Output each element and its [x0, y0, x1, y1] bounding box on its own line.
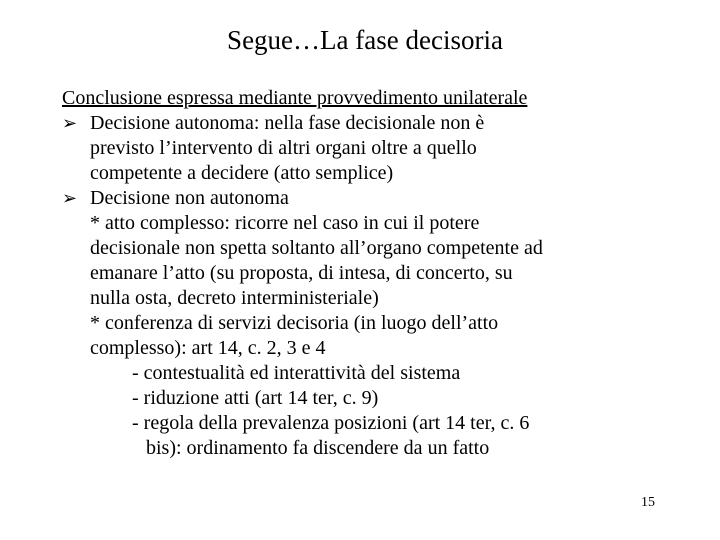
bullet-decisione-non-autonoma — [62, 186, 702, 211]
bullet-text-line: Decisione autonoma: nella fase decisionale non è — [90, 112, 485, 134]
atto-complesso-paragraph — [62, 211, 702, 311]
paragraph-line: complesso): art 14, c. 2, 3 e 4 — [90, 337, 326, 359]
sub-item-continuation: bis): ordinamento fa discendere da un fatto — [146, 437, 490, 459]
bullet-decisione-autonoma — [62, 111, 702, 186]
arrow-bullet-icon: ➢ — [62, 113, 78, 134]
sub-item-list — [62, 361, 702, 436]
sub-item: - riduzione atti (art 14 ter, c. 9) — [132, 387, 379, 409]
paragraph-line: emanare l’atto (su proposta, di intesa, di concerto, su — [90, 262, 513, 284]
paragraph-line: * conferenza di servizi decisoria (in luogo dell’atto — [90, 312, 499, 334]
sub-item: - regola della prevalenza posizioni (art 14 ter, c. 6 — [132, 412, 530, 434]
slide-content — [62, 86, 702, 461]
paragraph-line: decisionale non spetta soltanto all’organo competente ad — [90, 237, 543, 259]
bullet-text-line: competente a decidere (atto semplice) — [90, 162, 394, 184]
arrow-bullet-icon: ➢ — [62, 188, 78, 209]
bullet-text-line: previsto l’intervento di altri organi oltre a quello — [90, 137, 477, 159]
page-number: 15 — [641, 495, 655, 510]
section-heading: Conclusione espressa mediante provvedimento unilaterale — [62, 87, 528, 109]
paragraph-line: * atto complesso: ricorre nel caso in cui il potere — [90, 212, 480, 234]
conferenza-servizi-paragraph — [62, 311, 702, 361]
bullet-label: Decisione non autonoma — [90, 187, 289, 209]
paragraph-line: nulla osta, decreto interministeriale) — [90, 287, 379, 309]
sub-item: - contestualità ed interattività del sistema — [132, 362, 461, 384]
slide-title: Segue…La fase decisoria — [227, 25, 503, 55]
